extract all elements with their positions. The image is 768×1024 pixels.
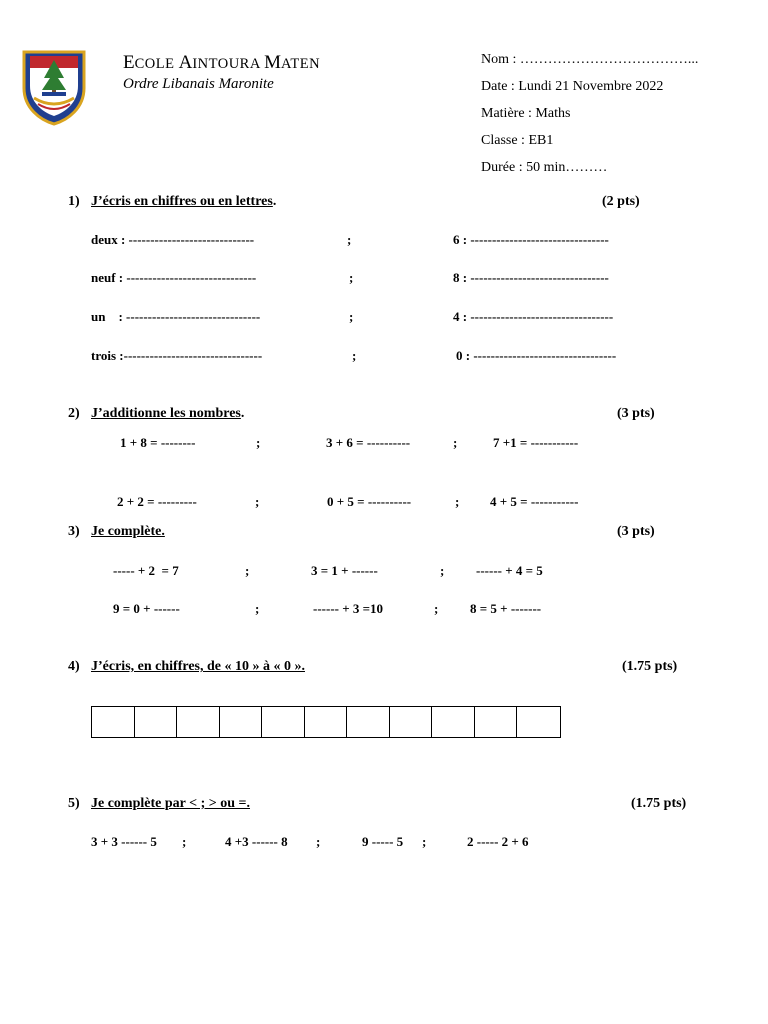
field-nom: Nom : ………………………………... [481, 52, 699, 67]
q1-row-left: trois :-------------------------------- [91, 348, 263, 363]
q5-item: 4 +3 ------ 8 [225, 834, 288, 849]
q3-item: ------ + 4 = 5 [476, 563, 543, 578]
q3-number: 3) [68, 524, 80, 539]
q1-row-right: 4 : --------------------------------- [453, 309, 614, 324]
q3-sep: ; [440, 563, 445, 578]
q2-title: J’additionne les nombres. [91, 406, 245, 421]
q1-row-sep: ; [352, 348, 357, 363]
q2-sum: 4 + 5 = ----------- [490, 494, 579, 509]
q5-title: Je complète par < ; > ou =. [91, 796, 250, 811]
answer-cell[interactable] [475, 707, 518, 737]
q1-title: J’écris en chiffres ou en lettres. [91, 194, 277, 209]
q2-sum: 7 +1 = ----------- [493, 435, 579, 450]
q2-sep: ; [255, 494, 260, 509]
answer-cell[interactable] [92, 707, 135, 737]
q5-item: 3 + 3 ------ 5 [91, 834, 157, 849]
q1-row-sep: ; [349, 309, 354, 324]
answer-cell[interactable] [262, 707, 305, 737]
field-date: Date : Lundi 21 Novembre 2022 [481, 79, 664, 94]
q5-sep: ; [316, 834, 321, 849]
q2-sum: 0 + 5 = ---------- [327, 494, 412, 509]
q3-sep: ; [245, 563, 250, 578]
q1-row-right: 6 : -------------------------------- [453, 232, 609, 247]
q3-item: ------ + 3 =10 [313, 601, 384, 616]
q2-sep: ; [453, 435, 458, 450]
answer-cell[interactable] [177, 707, 220, 737]
q1-row-left: neuf : ------------------------------ [91, 270, 257, 285]
q4-title: J’écris, en chiffres, de « 10 » à « 0 ». [91, 659, 305, 674]
answer-cell[interactable] [220, 707, 263, 737]
field-classe: Classe : EB1 [481, 133, 554, 148]
q2-sum: 2 + 2 = --------- [117, 494, 197, 509]
q3-item: ----- + 2 = 7 [113, 563, 179, 578]
q5-item: 9 ----- 5 [362, 834, 404, 849]
answer-cell[interactable] [347, 707, 390, 737]
q3-item: 3 = 1 + ------ [311, 563, 378, 578]
q1-row-right: 8 : -------------------------------- [453, 270, 609, 285]
q5-sep: ; [422, 834, 427, 849]
school-crest-logo [20, 48, 88, 126]
q1-row-left: deux : ----------------------------- [91, 232, 255, 247]
q5-item: 2 ----- 2 + 6 [467, 834, 529, 849]
q1-number: 1) [68, 194, 80, 209]
q5-number: 5) [68, 796, 80, 811]
answer-cell[interactable] [305, 707, 348, 737]
field-matiere: Matière : Maths [481, 106, 571, 121]
field-duree: Durée : 50 min……… [481, 160, 608, 175]
q2-sep: ; [256, 435, 261, 450]
q2-points: (3 pts) [617, 406, 655, 421]
q3-item: 8 = 5 + ------- [470, 601, 542, 616]
q3-points: (3 pts) [617, 524, 655, 539]
answer-cell[interactable] [432, 707, 475, 737]
q4-number: 4) [68, 659, 80, 674]
answer-cell[interactable] [517, 707, 560, 737]
answer-cell[interactable] [390, 707, 433, 737]
q1-row-left: un : ------------------------------- [91, 309, 261, 324]
q3-title: Je complète. [91, 524, 165, 539]
q2-sep: ; [455, 494, 460, 509]
q3-sep: ; [255, 601, 260, 616]
q1-row-sep: ; [347, 232, 352, 247]
q1-points: (2 pts) [602, 194, 640, 209]
q5-points: (1.75 pts) [631, 796, 687, 811]
q5-sep: ; [182, 834, 187, 849]
school-order: Ordre Libanais Maronite [123, 76, 274, 92]
school-name: ECOLE AINTOURA MATEN [123, 52, 321, 73]
q1-row-sep: ; [349, 270, 354, 285]
q2-sum: 3 + 6 = ---------- [326, 435, 411, 450]
q3-sep: ; [434, 601, 439, 616]
q2-sum: 1 + 8 = -------- [120, 435, 196, 450]
q1-row-right: 0 : --------------------------------- [456, 348, 617, 363]
q3-item: 9 = 0 + ------ [113, 601, 180, 616]
q4-points: (1.75 pts) [622, 659, 678, 674]
answer-grid [91, 706, 561, 738]
q2-number: 2) [68, 406, 80, 421]
answer-cell[interactable] [135, 707, 178, 737]
